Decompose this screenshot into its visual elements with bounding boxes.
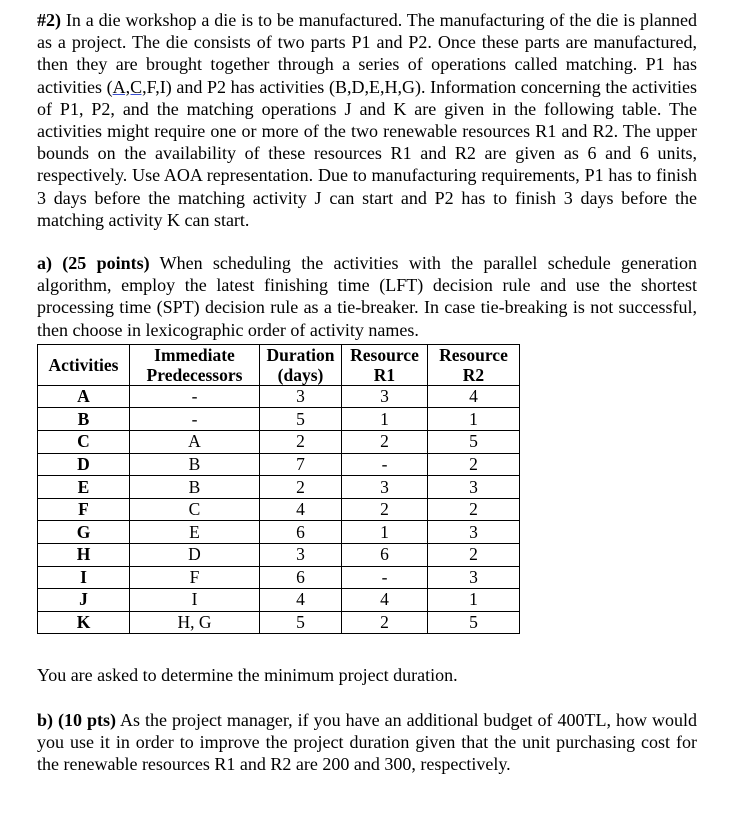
header-predecessors: Immediate Predecessors xyxy=(130,344,260,385)
part-b-text: As the project manager, if you have an additional budget of 400TL, how would you use it in order to improve the project duration given that the unit purchasing cost for the renewable resources R1 and R2 are 200 and 300, respectively. xyxy=(37,709,697,774)
cell-predecessors: H, G xyxy=(130,611,260,634)
cell-predecessors: A xyxy=(130,431,260,454)
cell-resource-r1: 2 xyxy=(342,498,428,521)
cell-resource-r2: 2 xyxy=(428,544,520,567)
table-row xyxy=(38,476,520,499)
table-row xyxy=(38,498,520,521)
cell-activity: I xyxy=(38,566,130,589)
intro-underlined-text: A,C, xyxy=(112,76,147,97)
cell-resource-r1: 1 xyxy=(342,521,428,544)
cell-predecessors: F xyxy=(130,566,260,589)
table-row xyxy=(38,544,520,567)
cell-duration: 7 xyxy=(260,453,342,476)
cell-resource-r1: - xyxy=(342,453,428,476)
cell-resource-r2: 1 xyxy=(428,408,520,431)
cell-resource-r1: - xyxy=(342,566,428,589)
cell-duration: 4 xyxy=(260,498,342,521)
cell-activity: H xyxy=(38,544,130,567)
cell-resource-r1: 1 xyxy=(342,408,428,431)
cell-duration: 3 xyxy=(260,385,342,408)
task-paragraph: You are asked to determine the minimum project duration. xyxy=(37,665,458,686)
cell-duration: 6 xyxy=(260,521,342,544)
table-row xyxy=(38,408,520,431)
table-row xyxy=(38,589,520,612)
cell-resource-r2: 4 xyxy=(428,385,520,408)
cell-resource-r2: 5 xyxy=(428,611,520,634)
part-a-label: a) (25 points) xyxy=(37,253,150,274)
part-b-label: b) (10 pts) xyxy=(37,709,116,730)
cell-predecessors: B xyxy=(130,453,260,476)
cell-activity: K xyxy=(38,611,130,634)
cell-resource-r2: 1 xyxy=(428,589,520,612)
cell-resource-r1: 2 xyxy=(342,611,428,634)
cell-resource-r1: 2 xyxy=(342,431,428,454)
cell-activity: G xyxy=(38,521,130,544)
intro-paragraph xyxy=(37,9,697,231)
table-row xyxy=(38,566,520,589)
problem-number: #2) xyxy=(37,10,61,30)
cell-activity: D xyxy=(38,453,130,476)
cell-predecessors: C xyxy=(130,498,260,521)
cell-predecessors: B xyxy=(130,476,260,499)
cell-duration: 5 xyxy=(260,408,342,431)
cell-activity: B xyxy=(38,408,130,431)
cell-resource-r2: 2 xyxy=(428,453,520,476)
cell-resource-r2: 3 xyxy=(428,521,520,544)
cell-resource-r2: 5 xyxy=(428,431,520,454)
cell-resource-r1: 4 xyxy=(342,589,428,612)
table-row xyxy=(38,453,520,476)
table-row xyxy=(38,431,520,454)
header-activities: Activities xyxy=(38,344,130,385)
part-a-paragraph xyxy=(37,252,697,341)
cell-predecessors: D xyxy=(130,544,260,567)
cell-resource-r2: 3 xyxy=(428,476,520,499)
part-a-text: When scheduling the activities with the parallel schedule generation algorithm, employ the latest finishing time (LFT) decision rule and use the shortest processing time (SPT) decision rule as a tie-breaker. In case tie-breaking is not successful, then choose in lexicographic order of activity names. xyxy=(37,253,697,340)
header-resource-r2: Resource R2 xyxy=(428,344,520,385)
part-b-paragraph xyxy=(37,709,697,776)
table-row xyxy=(38,611,520,634)
cell-resource-r1: 6 xyxy=(342,544,428,567)
table-body xyxy=(38,385,520,634)
cell-activity: J xyxy=(38,589,130,612)
table-row xyxy=(38,385,520,408)
cell-activity: E xyxy=(38,476,130,499)
cell-duration: 2 xyxy=(260,431,342,454)
cell-resource-r2: 2 xyxy=(428,498,520,521)
table-row xyxy=(38,521,520,544)
activity-table xyxy=(37,344,520,635)
intro-text-after: F,I) and P2 has activities (B,D,E,H,G). Information concerning the activities of P1, P2, and the matching operations J and K are given in the following table. The activities might require one or more of the two renewable resources R1 and R2. The upper bounds on the availability of these resources R1 and R2 are given as 6 and 6 units, respectively. Use AOA representation. Due to manufacturing requirements, P1 has to finish 3 days before the matching activity J can start and P2 has to finish 3 days before the matching activity K can start. xyxy=(37,76,697,230)
cell-predecessors: E xyxy=(130,521,260,544)
cell-duration: 5 xyxy=(260,611,342,634)
cell-duration: 4 xyxy=(260,589,342,612)
header-duration: Duration (days) xyxy=(260,344,342,385)
cell-resource-r1: 3 xyxy=(342,385,428,408)
header-resource-r1: Resource R1 xyxy=(342,344,428,385)
cell-duration: 6 xyxy=(260,566,342,589)
cell-resource-r1: 3 xyxy=(342,476,428,499)
cell-predecessors: - xyxy=(130,385,260,408)
table-header-row xyxy=(38,344,520,385)
document-page xyxy=(37,9,697,775)
cell-resource-r2: 3 xyxy=(428,566,520,589)
cell-duration: 2 xyxy=(260,476,342,499)
intro-text-before: In a die workshop a die is to be manufactured. The manufacturing of the die is planned as a project. The die consists of two parts P1 and P2. Once these parts are manufactured, then they are brought together through a series of operations called matching. P1 has activities ( xyxy=(37,10,697,97)
cell-activity: F xyxy=(38,498,130,521)
cell-predecessors: I xyxy=(130,589,260,612)
cell-predecessors: - xyxy=(130,408,260,431)
cell-activity: C xyxy=(38,431,130,454)
cell-duration: 3 xyxy=(260,544,342,567)
cell-activity: A xyxy=(38,385,130,408)
